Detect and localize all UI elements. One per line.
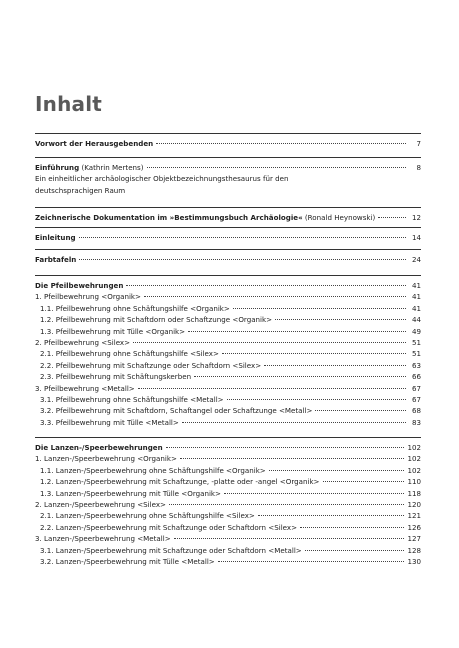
toc-entry-label: [35, 138, 153, 149]
toc-entry-title: 1.3. Lanzen-/Speerbewehrung mit Tülle <Organik>: [40, 488, 221, 498]
toc-entry-label: [35, 326, 185, 337]
dot-leader: [218, 560, 405, 562]
dot-leader: [264, 364, 406, 366]
dot-leader: [147, 166, 406, 168]
toc-entry-label: [35, 545, 302, 556]
section-rule: [35, 207, 421, 208]
toc-entry-label: [35, 453, 177, 464]
page-number: 127: [407, 534, 421, 544]
toc-entry[interactable]: [35, 453, 421, 464]
page-number: 121: [407, 511, 421, 521]
dot-leader: [126, 284, 406, 286]
dot-leader: [305, 549, 405, 551]
dot-leader: [79, 258, 406, 260]
dot-leader: [227, 398, 406, 400]
dot-leader: [133, 341, 406, 343]
page-title: Inhalt: [35, 92, 103, 116]
toc-entry-title: 2.1. Pfeilbewehrung ohne Schäftungshilfe <Silex>: [40, 349, 219, 359]
toc-section-entry[interactable]: [35, 232, 421, 243]
toc-entry-title: Farbtafeln: [35, 255, 77, 264]
toc-entry-label: [35, 291, 141, 302]
dot-leader: [138, 387, 406, 389]
dot-leader: [300, 526, 404, 528]
toc-entry[interactable]: [35, 337, 421, 348]
toc-entry-title: 1. Lanzen-/Speerbewehrung <Organik>: [35, 454, 177, 464]
toc-entry-title: 3.1. Lanzen-/Speerbewehrung mit Schaftzunge oder Schaftdorn <Metall>: [40, 545, 302, 555]
toc-entry-title: Vorwort der Herausgebenden: [35, 139, 154, 148]
dot-leader: [258, 514, 405, 516]
toc-entry[interactable]: [35, 326, 421, 337]
page-number: 12: [411, 213, 421, 222]
page-number: 41: [411, 292, 421, 302]
page-number: 49: [411, 326, 421, 336]
toc-entry-title: 3.3. Pfeilbewehrung mit Tülle <Metall>: [40, 417, 179, 427]
dot-leader: [182, 421, 406, 423]
dot-leader: [224, 492, 404, 494]
toc-entry-title: 3.1. Pfeilbewehrung ohne Schäftungshilfe <Metall>: [40, 395, 224, 404]
page-number: 63: [411, 360, 421, 370]
section-rule: [35, 227, 421, 228]
page-number: 102: [407, 443, 421, 452]
toc-entry-label: [35, 556, 215, 567]
toc-entry[interactable]: [35, 371, 421, 382]
page-number: 130: [407, 557, 421, 566]
toc-entry-title: 3. Lanzen-/Speerbewehrung <Metall>: [35, 534, 171, 544]
toc-entry-label: [35, 383, 135, 394]
toc-entry-label: [35, 371, 191, 382]
page-number: 102: [407, 454, 421, 464]
toc-entry-label: [35, 337, 130, 348]
toc-entry-label: [35, 254, 76, 265]
toc-entry-label: [35, 499, 166, 510]
toc-entry-author: (Ronald Heynowski): [302, 213, 376, 222]
toc-entry-label: [35, 314, 272, 325]
dot-leader: [315, 409, 406, 411]
toc-entry-title: 3.2. Pfeilbewehrung mit Schaftdorn, Schaftangel oder Schaftzunge <Metall>: [40, 406, 313, 416]
dot-leader: [180, 457, 405, 459]
page-number: 67: [411, 395, 421, 404]
dot-leader: [169, 503, 404, 505]
toc-entry[interactable]: [35, 545, 421, 556]
toc-entry-subtitle: deutschsprachigen Raum: [35, 185, 126, 195]
dot-leader: [275, 318, 406, 320]
page-number: 102: [407, 465, 421, 475]
toc-entry-title: Die Pfeilbewehrungen: [35, 281, 124, 290]
toc-section-entry[interactable]: [35, 280, 421, 291]
dot-leader: [323, 480, 405, 482]
toc-entry[interactable]: [35, 383, 421, 394]
page-number: 51: [411, 338, 421, 347]
toc-entry[interactable]: [35, 303, 421, 314]
page-number: 67: [411, 383, 421, 393]
dot-leader: [166, 446, 405, 448]
dot-leader: [156, 142, 406, 144]
toc-entry-author: (Kathrin Mertens): [79, 163, 144, 172]
section-rule: [35, 437, 421, 438]
dot-leader: [174, 537, 405, 539]
toc-entry-title: Die Lanzen-/Speerbewehrungen: [35, 443, 163, 452]
section-rule: [35, 275, 421, 276]
section-rule: [35, 249, 421, 250]
section-rule: [35, 157, 421, 158]
toc-entry-title: 2. Lanzen-/Speerbewehrung <Silex>: [35, 500, 166, 509]
page-number: 14: [411, 233, 421, 242]
dot-leader: [188, 330, 406, 332]
toc-entry-subtitle: Ein einheitlicher archäologischer Objektbezeichnungsthesaurus für den: [35, 174, 289, 184]
toc-entry-title: Zeichnerische Dokumentation im »Bestimmungsbuch Archäologie«: [35, 213, 303, 222]
page-number: 41: [411, 303, 421, 313]
toc-section-entry[interactable]: [35, 212, 421, 223]
page-number: 44: [411, 315, 421, 325]
toc-entry[interactable]: [35, 291, 421, 302]
toc-entry[interactable]: [35, 476, 421, 487]
toc-entry-title: 2. Pfeilbewehrung <Silex>: [35, 338, 131, 347]
toc-entry-label: [35, 280, 123, 291]
page-number: 128: [407, 545, 421, 555]
dot-leader: [194, 375, 406, 377]
toc-entry-title: 1.1. Pfeilbewehrung ohne Schäftungshilfe <Organik>: [40, 303, 230, 313]
toc-entry-title: 1.2. Lanzen-/Speerbewehrung mit Schaftzunge, -platte oder -angel <Organik>: [40, 477, 320, 487]
page-number: 8: [416, 163, 421, 172]
toc-entry-label: [35, 465, 266, 476]
page-number: 41: [411, 281, 421, 290]
toc-entry-title: 2.2. Lanzen-/Speerbewehrung mit Schaftzunge oder Schaftdorn <Silex>: [40, 522, 298, 532]
dot-leader: [269, 469, 405, 471]
toc-entry[interactable]: [35, 522, 421, 533]
toc-section-entry[interactable]: [35, 254, 421, 265]
toc-entry-label: [35, 522, 297, 533]
toc-entry-label: [35, 417, 179, 428]
toc-entry[interactable]: [35, 417, 421, 428]
toc-entry-label: [35, 232, 76, 243]
toc-entry[interactable]: [35, 348, 421, 359]
page-number: 68: [411, 406, 421, 416]
toc-entry-title: 3.2. Lanzen-/Speerbewehrung mit Tülle <Metall>: [40, 557, 215, 566]
page-number: 24: [411, 255, 421, 264]
toc-entry[interactable]: [35, 533, 421, 544]
toc-section-entry[interactable]: [35, 138, 421, 149]
dot-leader: [233, 307, 406, 309]
toc-entry-label: [35, 510, 255, 521]
dot-leader: [144, 295, 406, 297]
toc-entry-title: 1.1. Lanzen-/Speerbewehrung ohne Schäftungshilfe <Organik>: [40, 465, 266, 475]
toc-entry[interactable]: [35, 556, 421, 567]
toc-entry-title: 1. Pfeilbewehrung <Organik>: [35, 292, 141, 302]
toc-entry[interactable]: [35, 510, 421, 521]
toc-entry-label: [35, 303, 230, 314]
page-number: 126: [407, 522, 421, 532]
dot-leader: [378, 216, 406, 218]
toc-entry[interactable]: [35, 499, 421, 510]
toc-entry[interactable]: [35, 405, 421, 416]
toc-entry-label: [35, 476, 320, 487]
page-number: 83: [411, 417, 421, 427]
toc-section-entry[interactable]: [35, 162, 421, 173]
toc-entry-title: 1.3. Pfeilbewehrung mit Tülle <Organik>: [40, 326, 186, 336]
page-number: 7: [416, 139, 421, 148]
toc-entry-title: 3. Pfeilbewehrung <Metall>: [35, 383, 135, 393]
toc-entry[interactable]: [35, 465, 421, 476]
toc-section-entry[interactable]: [35, 442, 421, 453]
page-number: 51: [411, 349, 421, 359]
toc-entry-title: Einleitung: [35, 233, 76, 242]
toc-entry-title: 1.2. Pfeilbewehrung mit Schaftdorn oder Schaftzunge <Organik>: [40, 315, 273, 325]
toc-entry-label: [35, 360, 261, 371]
toc-entry-title: Einführung: [35, 163, 80, 172]
dot-leader: [222, 352, 406, 354]
page-number: 120: [407, 500, 421, 509]
toc-entry[interactable]: [35, 314, 421, 325]
page-number: 110: [407, 477, 421, 487]
toc-entry-title: 2.1. Lanzen-/Speerbewehrung ohne Schäftungshilfe <Silex>: [40, 511, 255, 521]
toc-entry[interactable]: [35, 360, 421, 371]
page-number: 118: [407, 488, 421, 498]
toc-entry-label: [35, 533, 171, 544]
toc-entry-title: 2.3. Pfeilbewehrung mit Schäftungskerben: [40, 372, 192, 382]
toc-entry[interactable]: [35, 394, 421, 405]
toc-entry-title: 2.2. Pfeilbewehrung mit Schaftzunge oder Schaftdorn <Silex>: [40, 360, 262, 370]
toc-entry[interactable]: [35, 488, 421, 499]
toc-entry-label: [35, 212, 375, 223]
toc-entry-label: [35, 394, 224, 405]
page-number: 66: [411, 372, 421, 382]
toc-entry-label: [35, 348, 219, 359]
dot-leader: [79, 236, 406, 238]
section-rule: [35, 133, 421, 134]
toc-entry-label: [35, 442, 163, 453]
toc-entry-label: [35, 488, 221, 499]
toc-entry-label: [35, 162, 144, 173]
toc-entry-label: [35, 405, 312, 416]
